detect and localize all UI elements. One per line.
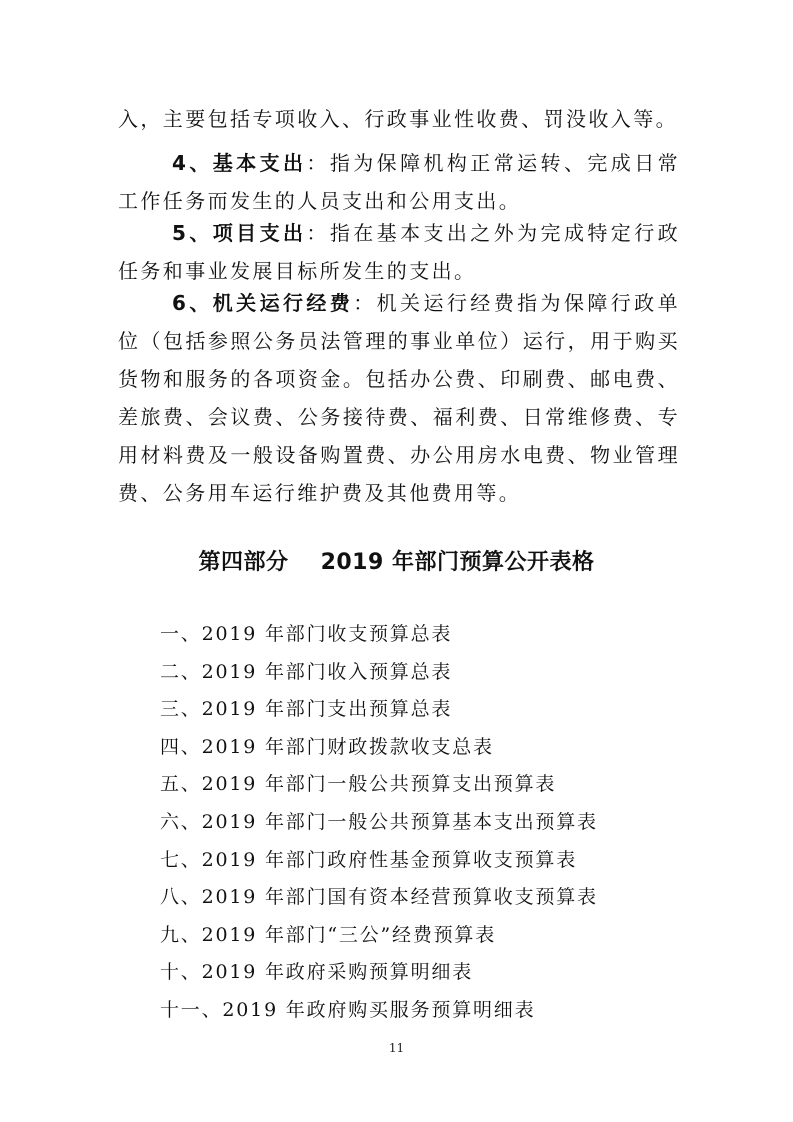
table-list-item: 九、2019 年部门“三公”经费预算表 [160,923,497,946]
table-list-item: 七、2019 年部门政府性基金预算收支预算表 [160,848,577,871]
table-list-item: 四、2019 年部门财政拨款收支总表 [160,735,494,758]
table-list-item: 十一、2019 年政府购买服务预算明细表 [160,998,536,1021]
admin-operating-cost-colon: ： [353,291,377,315]
section-part-label: 第四部分 [198,550,289,575]
basic-expenditure-text: 指为保障机构正常运转、完成日常工作任务而发生的人员支出和公用支出。 [118,151,681,213]
project-expenditure-text: 指在基本支出之外为完成特定行政任务和事业发展目标所发生的支出。 [118,221,681,283]
section-heading [0,545,793,576]
table-list-item: 五、2019 年部门一般公共预算支出预算表 [160,773,557,796]
table-list-item: 一、2019 年部门收支预算总表 [160,623,453,645]
basic-expenditure-term: 4、基本支出 [172,151,307,175]
project-expenditure-colon: ： [306,221,330,245]
table-list [160,616,598,1030]
admin-operating-cost-term: 6、机关运行经费 [172,291,354,315]
project-expenditure-term: 5、项目支出 [172,221,307,245]
income-paragraph-tail: 入，主要包括专项收入、行政事业性收费、罚没收入等。 [118,107,678,131]
project-expenditure-paragraph [118,214,680,290]
basic-expenditure-paragraph [118,144,680,220]
table-list-item: 八、2019 年部门国有资本经营预算收支预算表 [160,886,598,909]
table-list-item: 六、2019 年部门一般公共预算基本支出预算表 [160,810,598,833]
basic-expenditure-colon: ： [306,151,330,175]
admin-operating-cost-paragraph [118,284,680,512]
table-list-item: 三、2019 年部门支出预算总表 [160,698,453,721]
section-title-text: 2019 年部门预算公开表格 [320,550,595,575]
page-number: 11 [388,1041,405,1055]
table-list-item: 二、2019 年部门收入预算总表 [160,660,453,683]
admin-operating-cost-text: 机关运行经费指为保障行政单位（包括参照公务员法管理的事业单位）运行，用于购买货物和服务的各项资金。包括办公费、印刷费、邮电费、差旅费、会议费、公务接待费、福利费、日常维修费、专用材料费及一般设备购置费、办公用房水电费、物业管理费、公务用车运行维护费及其他费用等。 [118,291,680,505]
table-list-item: 十、2019 年政府采购预算明细表 [160,961,473,984]
